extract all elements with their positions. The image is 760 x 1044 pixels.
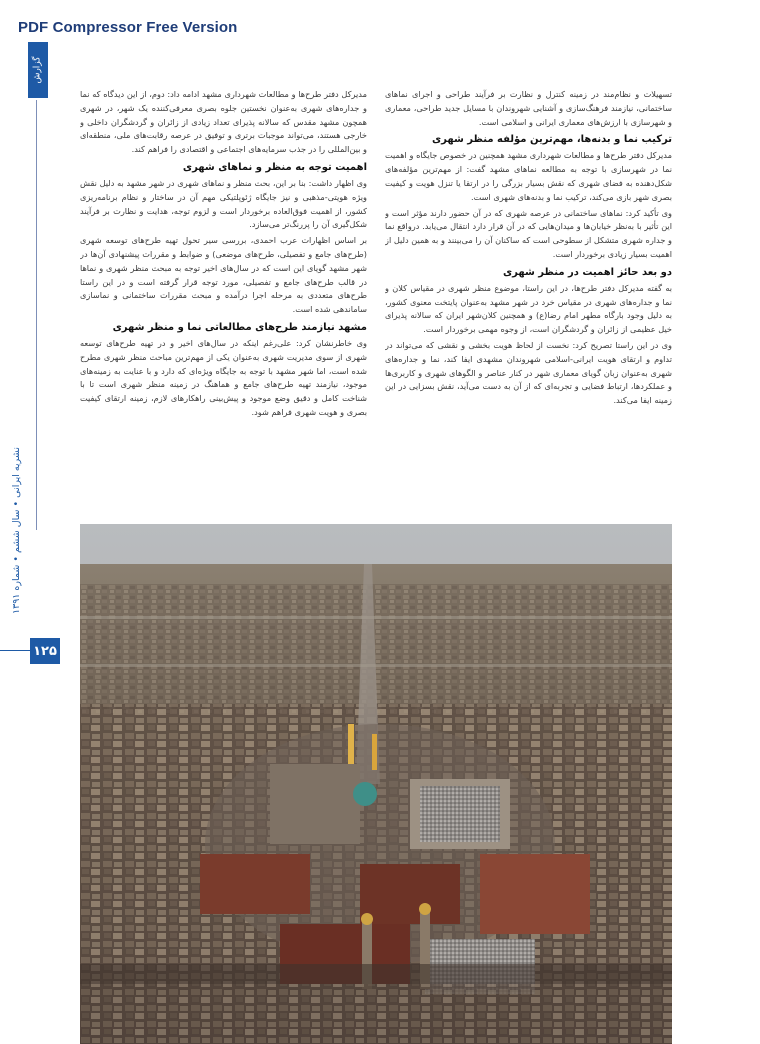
paragraph: مدیرکل دفتر طرح‌ها و مطالعات شهرداری مشهد ادامه داد: دوم، از این دیدگاه که نما و جداره‌های شهری به‌عنوان نخستین جلوه بصری معرفی‌کننده یک شهر، در شهری همچون مشهد مقدس که سالانه پذیرای تعداد زیادی از زائران و گردشگران داخلی و خارجی هستند، می‌تواند موجبات برتری و توفیق در عرصه رقابت‌های ملی، منطقه‌ای و بین‌المللی را در جذب سرمایه‌های اجتماعی و اقتصادی را فراهم کند. <box>80 89 367 155</box>
article-body <box>80 88 672 518</box>
journal-sidebar <box>6 430 28 630</box>
article-column-right <box>385 88 672 518</box>
paragraph: وی خاطرنشان کرد: علی‌رغم اینکه در سال‌های اخیر و در تهیه طرح‌های توسعه شهری از سوی مدیریت شهری به‌عنوان یکی از مهم‌ترین مباحث منظر شهری مطرح شده است، اما شهر مشهد با توجه به جایگاه ویژه‌ای که دارد و با عنایت به زمینه‌های موجود، نیازمند تهیه طرح‌های جامع و هماهنگ در زمینه منظر شهری است تا با شناخت کامل و دقیق وضع موجود و پیش‌بینی راهکارهای لازم، زمینه ارتقای کیفیت بصری و هویت شهری فراهم شود. <box>80 337 367 417</box>
section-tab <box>28 42 48 98</box>
side-rule <box>36 100 37 530</box>
paragraph: مدیرکل دفتر طرح‌ها و مطالعات شهرداری مشهد همچنین در خصوص جایگاه و اهمیت نما در شهرسازی با توجه به مطالعه نماهای مشهد گفت: از مهم‌ترین مؤلفه‌های شکل‌دهنده به فضای شهری که نقش بسیار بزرگی را در ارتقا یا تنزل هویت و کیفیت بصری شهر بازی می‌کند، ترکیب نما و بدنه‌های شهری است. <box>385 150 672 202</box>
aerial-photo-illustration <box>80 524 672 1044</box>
article-column-left <box>80 88 367 518</box>
paragraph: به گفته مدیرکل دفتر طرح‌ها، در این راستا، موضوع منظر شهری در مقیاس کلان و نما و جداره‌های شهری در مقیاس خرد در شهر مشهد به‌عنوان پایتخت معنوی کشور، به دلیل وجود بارگاه مطهر امام رضا(ع) و همچنین کلان‌شهر ایران که سالانه پذیرای خیل عظیمی از زائران و گردشگران است، از وجوه مهمی برخوردار است. <box>385 282 672 335</box>
paragraph: وی اظهار داشت: بنا بر این، بحث منظر و نماهای شهری در شهر مشهد به دلیل نقش ویژه هویتی-مذهبی و نیز جایگاه ژئوپلتیکی مهم آن در ساختار و نظام برنامه‌ریزی کشور، از اهمیت فوق‌العاده برخوردار است و لزوم توجه، هدایت و نظارت بر فرآیند شکل‌گیری آن را پررنگ‌تر می‌سازد. <box>80 177 367 230</box>
subheading: مشهد نیازمند طرح‌های مطالعاتی نما و منظر شهری <box>112 321 367 333</box>
subheading: دو بعد حائز اهمیت در منظر شهری <box>502 266 672 278</box>
subheading: اهمیت توجه به منظر و نماهای شهری <box>182 161 367 173</box>
pdf-compressor-watermark: PDF Compressor Free Version <box>18 19 238 36</box>
page-number-line <box>0 650 30 651</box>
journal-info: نشریه ایرانی • سال ششم • شماره ۱۳۹۱ <box>11 446 23 614</box>
subheading: ترکیب نما و بدنه‌ها، مهم‌ترین مؤلفه منظر شهری <box>432 134 672 146</box>
section-tab-label: گزارش <box>33 56 43 84</box>
paragraph: بر اساس اظهارات عرب احمدی، بررسی سیر تحول تهیه طرح‌های توسعه شهری (طرح‌های جامع و تفصیلی، طرح‌های موضعی) و ضوابط و مقررات پیشنهادی آن‌ها در شهر مشهد گویای این است که در سال‌های اخیر توجه به مبحث منظر شهری و نماها در قالب طرح‌های جامع و تفصیلی، مورد توجه قرار گرفته است و در این راستا طرح‌های متعددی به مرحله اجرا درآمده و مبحث مقررات ساختمانی و نماسازی ساماندهی شده است. <box>80 235 367 315</box>
page-number: ۱۲۵ <box>30 638 60 664</box>
paragraph: وی در این راستا تصریح کرد: نخست از لحاظ هویت بخشی و نقشی که می‌تواند در تداوم و ارتقای هویت ایرانی-اسلامی شهروندان مشهدی ایفا کند، نما و جداره‌های شهری به‌عنوان زبان گویای معماری شهر در کنار عناصر و الگوهای شهری و کاربری‌ها و عملکردها، ارتباط فضایی و تجربه‌ای که از آن به دست می‌آید، نقش بسزایی در این زمینه ایفا می‌کند. <box>385 339 672 406</box>
paragraph: وی تأکید کرد: نماهای ساختمانی در عرصه شهری که در آن حضور دارند مؤثر است و این تأثیر با به‌نظر خیابان‌ها و میدان‌هایی که در آن قرار دارد انتقال می‌یابد. درواقع نما و جداره شهری متشکل از سطوحی است که ساکنان آن را می‌بینند و به همین دلیل از اهمیت بسیار زیادی برخوردار است. <box>385 207 672 259</box>
aerial-city-photo <box>80 524 672 1044</box>
paragraph: تسهیلات و نظام‌مند در زمینه کنترل و نظارت بر فرآیند طراحی و اجرای نماهای ساختمانی، نیازمند فرهنگ‌سازی و آشنایی شهروندان با مسایل جدید طراحی، معماری و شهرسازی با ارزش‌های معماری ایرانی و اسلامی است. <box>385 89 672 127</box>
